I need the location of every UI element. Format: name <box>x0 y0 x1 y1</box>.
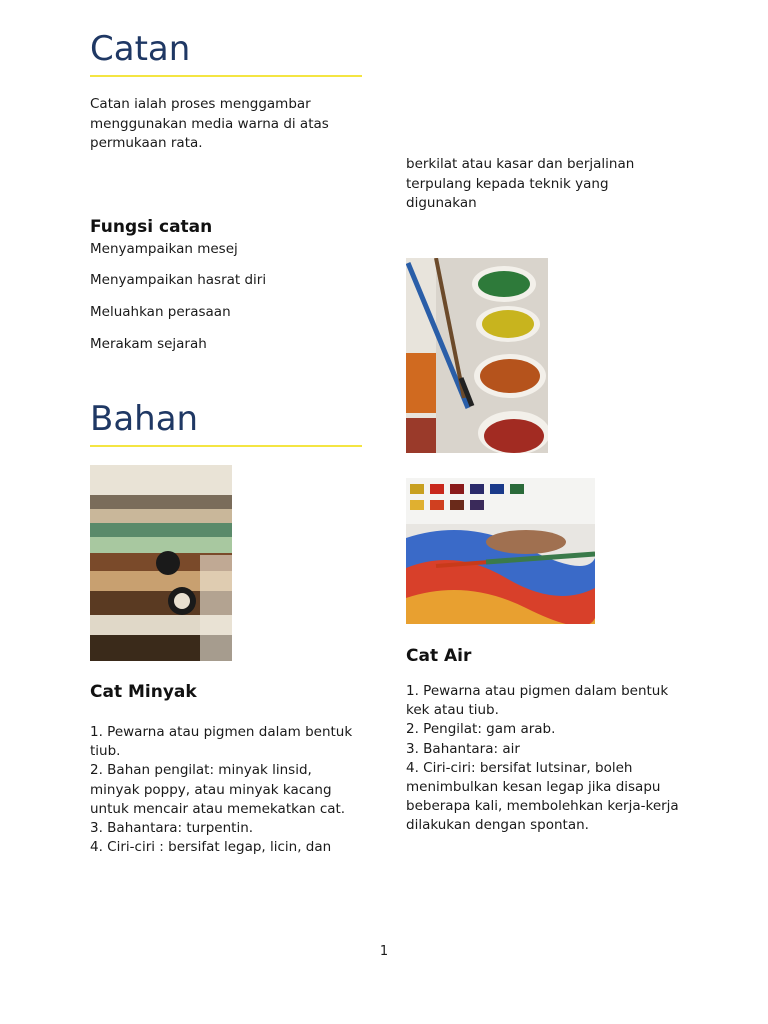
cat-air-heading: Cat Air <box>406 646 472 666</box>
fungsi-item: Merakam sejarah <box>90 336 207 352</box>
list-item: 2. Bahan pengilat: minyak linsid, minyak poppy, atau minyak kacang untuk mencair atau memekatkan cat. <box>90 762 346 817</box>
page-title: Catan <box>90 29 191 69</box>
title-underline <box>90 75 362 77</box>
cat-air-list <box>406 682 681 836</box>
fungsi-item: Menyampaikan hasrat diri <box>90 272 267 288</box>
watercolor-palette-photo <box>406 258 548 453</box>
cat-minyak-heading: Cat Minyak <box>90 682 197 702</box>
intro-paragraph: Catan ialah proses menggambar menggunakan media warna di atas permukaan rata. <box>90 96 329 151</box>
list-item: 1. Pewarna atau pigmen dalam bentuk tiub. <box>90 724 353 760</box>
list-item: 1. Pewarna atau pigmen dalam bentuk kek atau tiub. <box>406 683 669 719</box>
page-number: 1 <box>379 944 389 959</box>
bahan-underline <box>90 445 362 447</box>
continuation-paragraph: berkilat atau kasar dan berjalinan terpulang kepada teknik yang digunakan <box>406 156 635 211</box>
fungsi-item: Menyampaikan mesej <box>90 241 238 257</box>
oil-paint-tubes-photo <box>90 465 232 661</box>
list-item: 2. Pengilat: gam arab. <box>406 721 556 738</box>
list-item: 3. Bahantara: turpentin. <box>90 820 254 837</box>
fungsi-heading: Fungsi catan <box>90 217 213 237</box>
fungsi-list <box>90 240 360 370</box>
watercolor-brush-photo <box>406 478 595 624</box>
cat-minyak-list <box>90 723 362 857</box>
list-item: 4. Ciri-ciri: bersifat lutsinar, boleh menimbulkan kesan legap jika disapu beberapa kali, membolehkan kerja-kerja dilakukan dengan spontan. <box>406 759 679 834</box>
section-title-bahan: Bahan <box>90 399 199 439</box>
fungsi-item: Meluahkan perasaan <box>90 304 231 320</box>
list-item: 3. Bahantara: air <box>406 740 520 757</box>
list-item: 4. Ciri-ciri : bersifat legap, licin, dan <box>90 839 332 856</box>
